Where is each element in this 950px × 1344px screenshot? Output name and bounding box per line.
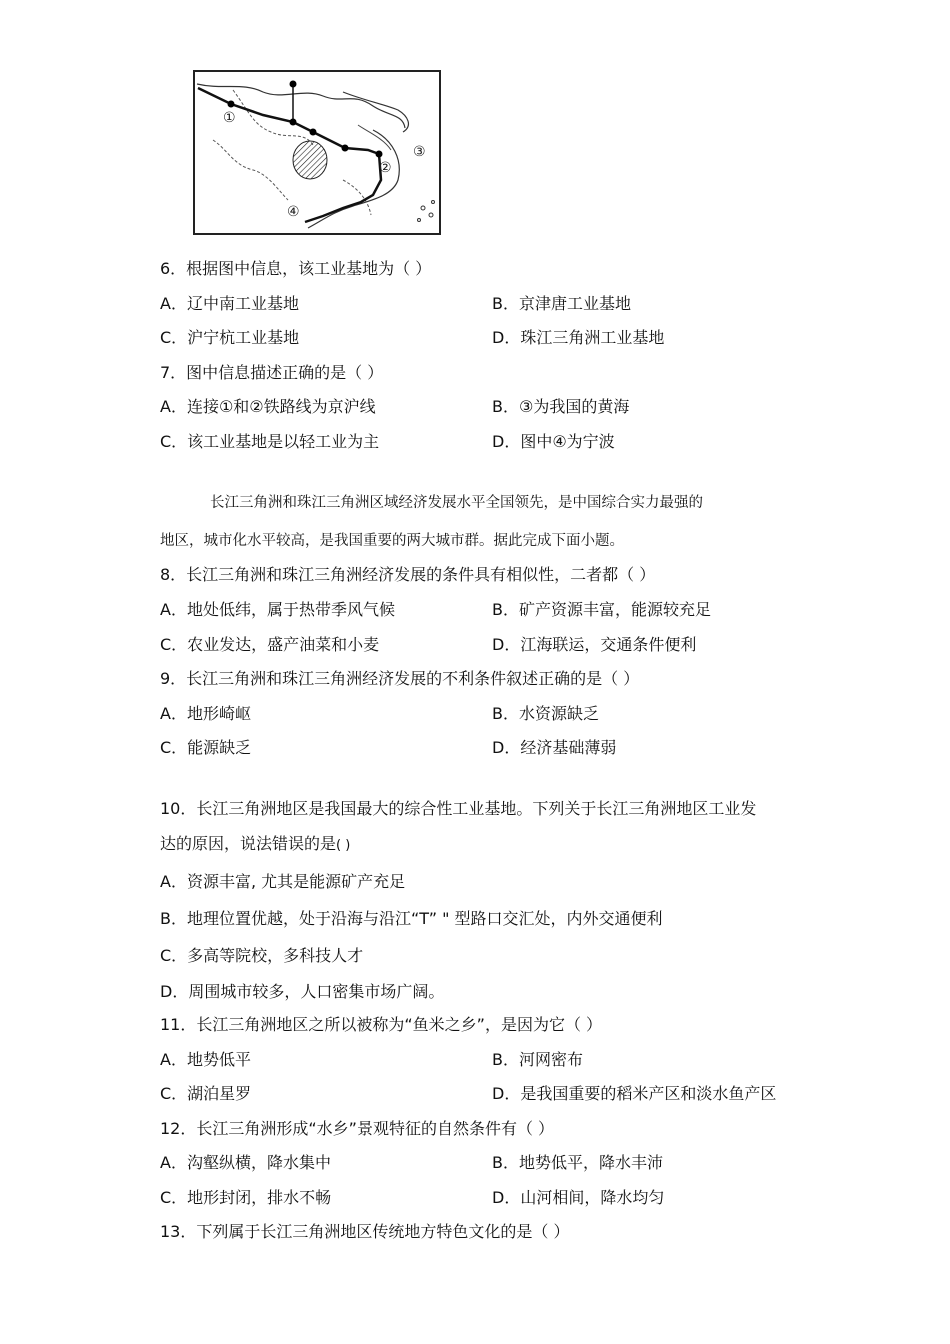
q9-option-b: B．水资源缺乏 [492,704,599,723]
q11-option-b: B．河网密布 [492,1050,583,1069]
q9-option-c: C．能源缺乏 [160,738,252,757]
q8-option-a: A．地处低纬，属于热带季风气候 [160,600,395,619]
q10-option-d: D．周围城市较多，人口密集市场广阔。 [160,982,445,1001]
q10-stem-line-1: 10．长江三角洲地区是我国最大的综合性工业基地。下列关于长江三角洲地区工业发 [160,799,757,818]
q6-option-b: B．京津唐工业基地 [492,294,631,313]
q8-option-b: B．矿产资源丰富，能源较充足 [492,600,711,619]
q7-stem: 7．图中信息描述正确的是（ ） [160,363,384,382]
q12-stem: 12．长江三角洲形成“水乡”景观特征的自然条件有（ ） [160,1119,555,1138]
q6-option-c: C．沪宁杭工业基地 [160,328,300,347]
q10-stem-line-2 [160,834,350,856]
passage-line-1: 长江三角洲和珠江三角洲区域经济发展水平全国领先，是中国综合实力最强的 [210,495,703,511]
q6-option-d: D．珠江三角洲工业基地 [492,328,665,347]
q7-option-c: C．该工业基地是以轻工业为主 [160,432,380,451]
q9-option-d: D．经济基础薄弱 [492,738,617,757]
q11-option-d: D．是我国重要的稻米产区和淡水鱼产区 [492,1084,777,1103]
q10-option-c: C．多高等院校，多科技人才 [160,946,364,965]
passage-line-2: 地区，城市化水平较高，是我国重要的两大城市群。据此完成下面小题。 [160,533,624,549]
map-marker-1: ① [223,110,236,126]
q11-option-a: A．地势低平 [160,1050,251,1069]
industrial-base-map [193,70,441,235]
map-marker-2: ② [379,160,392,176]
q11-option-c: C．湖泊星罗 [160,1084,252,1103]
map-marker-4: ④ [287,204,300,220]
q12-option-a: A．沟壑纵横，降水集中 [160,1153,331,1172]
q9-option-a: A．地形崎岖 [160,704,251,723]
q8-stem: 8．长江三角洲和珠江三角洲经济发展的条件具有相似性，二者都（ ） [160,565,656,584]
q6-option-a: A．辽中南工业基地 [160,294,299,313]
q6-stem: 6．根据图中信息，该工业基地为（ ） [160,259,432,278]
q12-option-c: C．地形封闭，排水不畅 [160,1188,332,1207]
q7-option-b: B．③为我国的黄海 [492,397,630,416]
q7-option-a: A．连接①和②铁路线为京沪线 [160,397,376,416]
q11-stem: 11．长江三角洲地区之所以被称为“鱼米之乡”，是因为它（ ） [160,1015,603,1034]
q10-answer-bracket: ( ) [336,838,351,853]
q8-option-d: D．江海联运，交通条件便利 [492,635,697,654]
map-marker-3: ③ [413,144,426,160]
q10-option-a: A．资源丰富, 尤其是能源矿产充足 [160,872,406,891]
q9-stem: 9．长江三角洲和珠江三角洲经济发展的不利条件叙述正确的是（ ） [160,669,640,688]
q10-option-b: B．地理位置优越，处于沿海与沿江“T” " 型路口交汇处，内外交通便利 [160,909,663,928]
q8-option-c: C．农业发达，盛产油菜和小麦 [160,635,380,654]
q13-stem: 13．下列属于长江三角洲地区传统地方特色文化的是（ ） [160,1222,570,1241]
q10-stem-text: 达的原因，说法错误的是 [160,834,337,853]
q12-option-d: D．山河相间，降水均匀 [492,1188,665,1207]
q7-option-d: D．图中④为宁波 [492,432,615,451]
q12-option-b: B．地势低平，降水丰沛 [492,1153,663,1172]
